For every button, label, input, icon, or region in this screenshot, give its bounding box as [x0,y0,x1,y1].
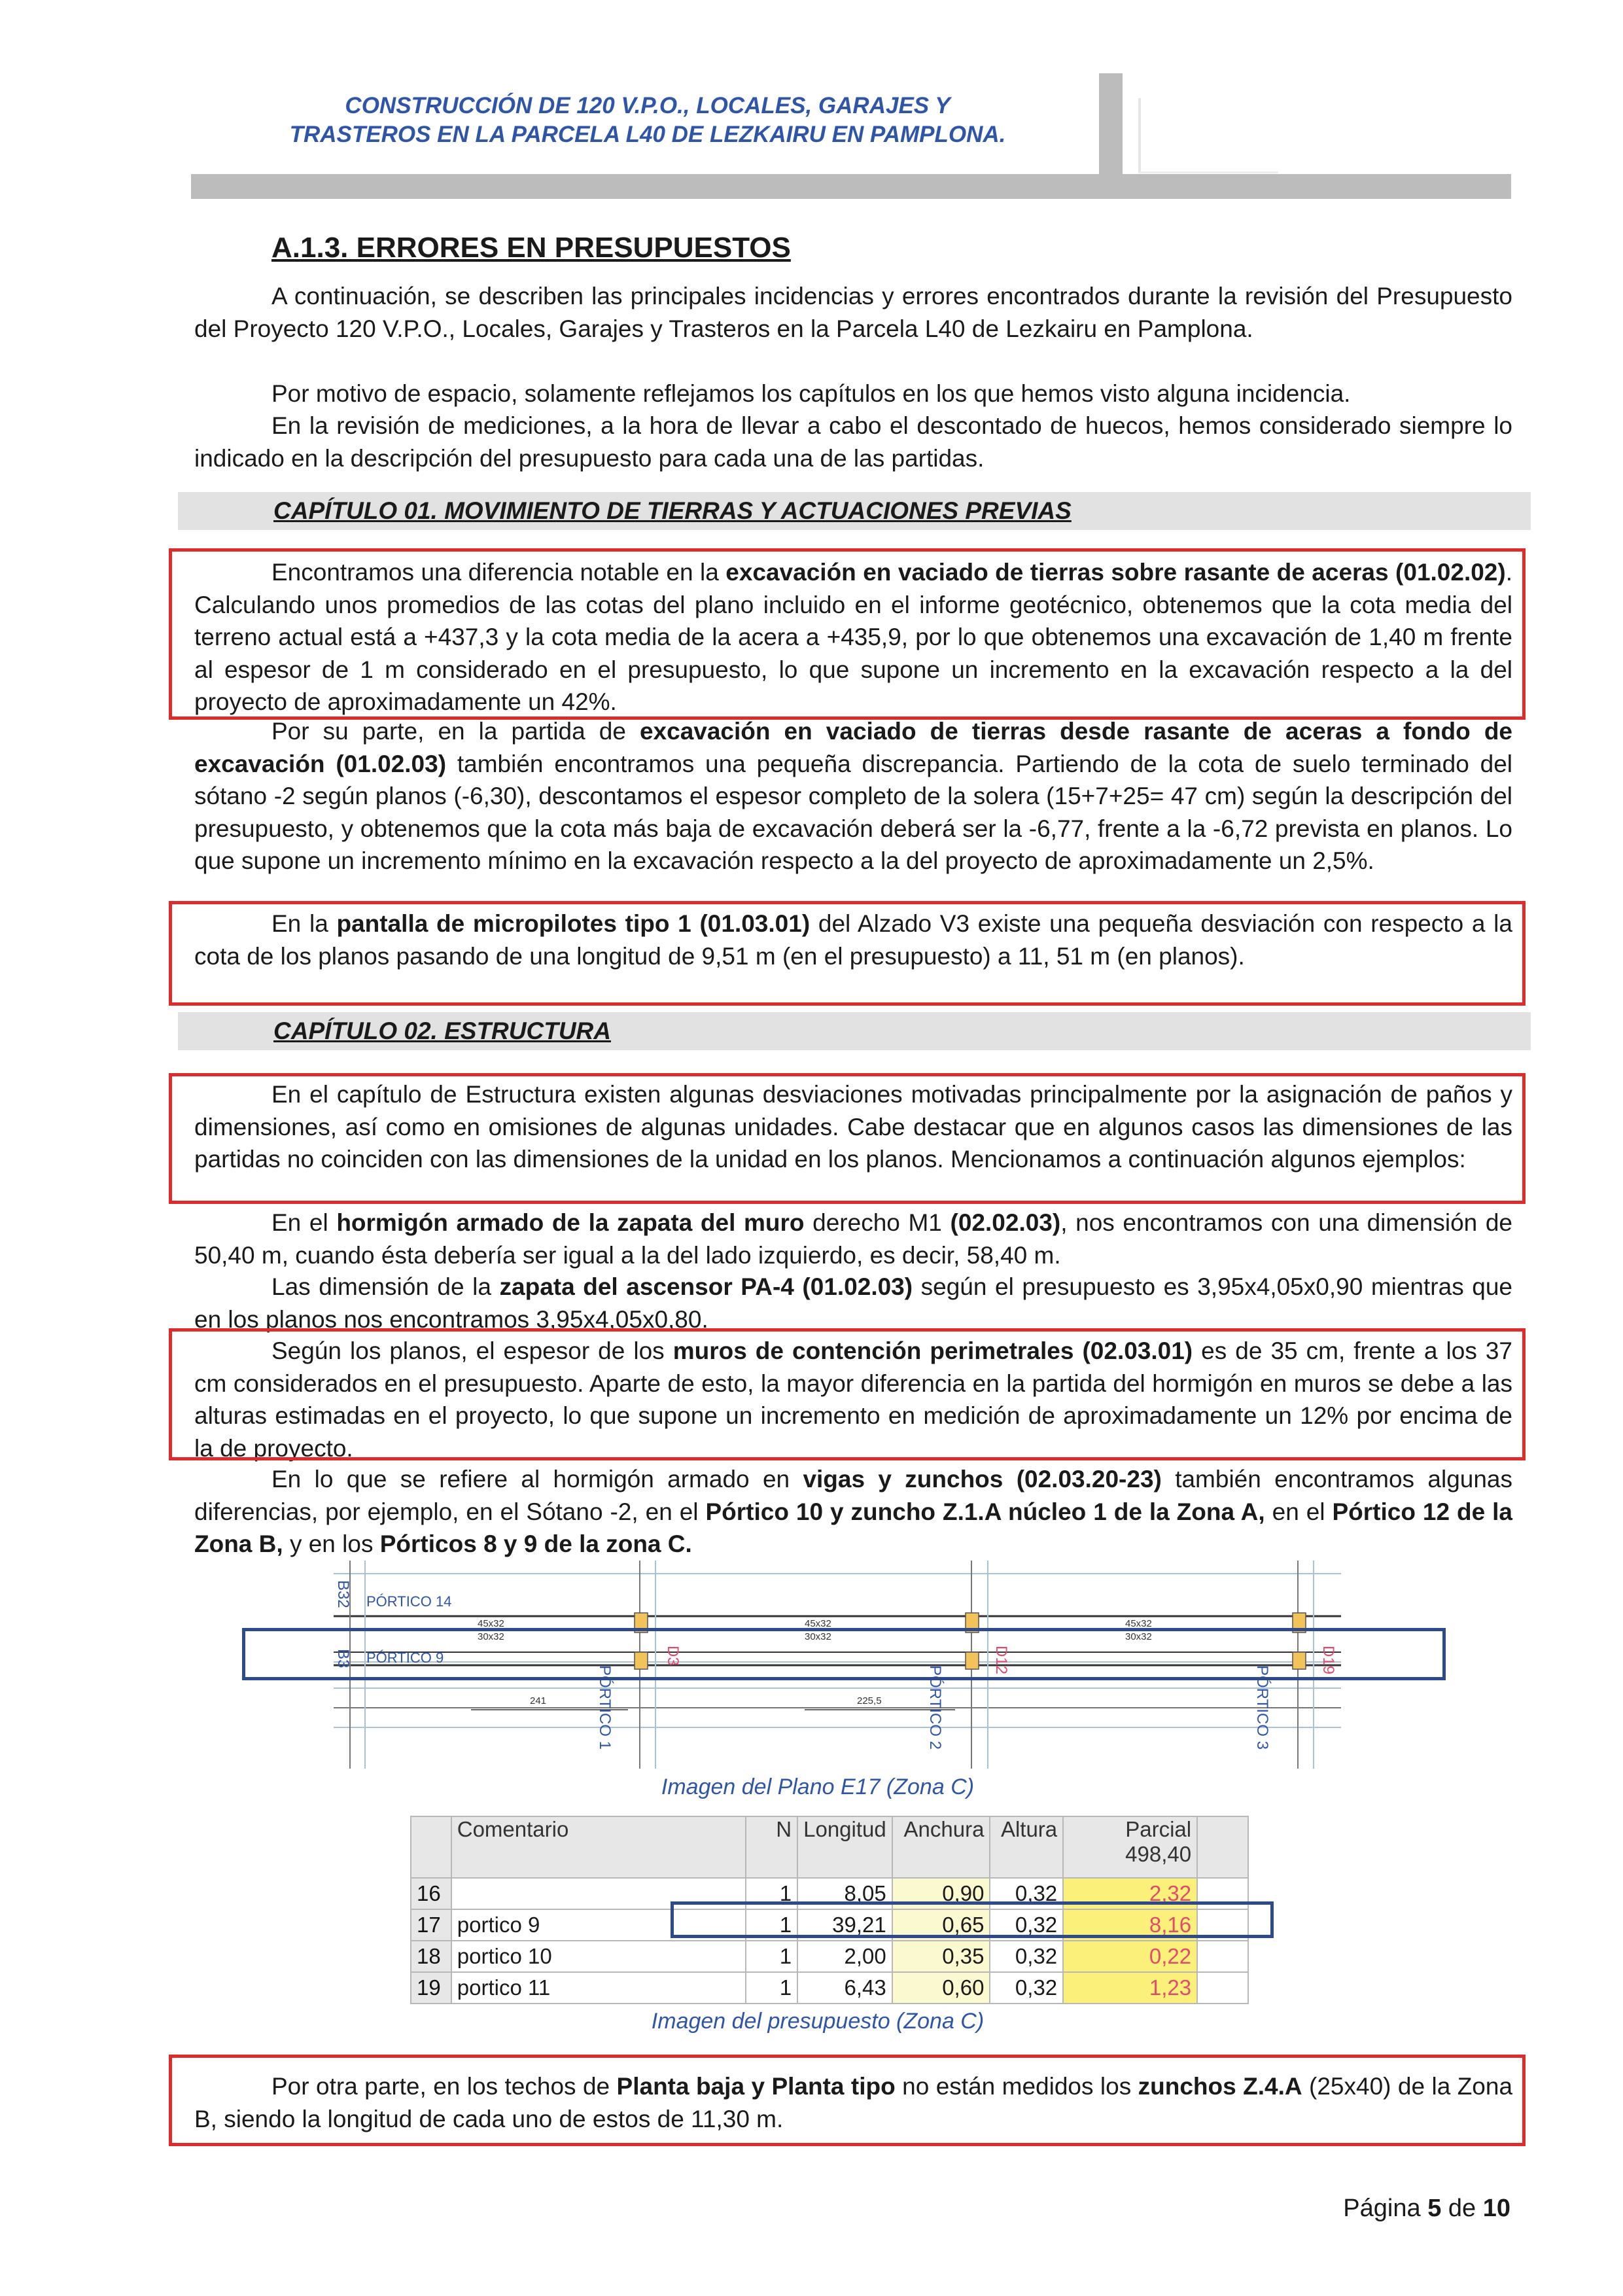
header-rule [191,174,1511,199]
header-line-1: CONSTRUCCIÓN DE 120 V.P.O., LOCALES, GARAJES Y [345,93,951,118]
plan-label-portico-14: PÓRTICO 14 [366,1593,452,1610]
plan-label-portico-3: PÓRTICO 3 [1253,1665,1271,1750]
col-longitud: Longitud [797,1816,892,1878]
section-title: A.1.3. ERRORES EN PRESUPUESTOS [271,232,791,264]
budget-caption: Imagen del presupuesto (Zona C) [651,2009,985,2034]
highlight-box-excavacion [169,548,1526,720]
budget-table-header [411,1816,1248,1878]
col-anchura: Anchura [892,1816,990,1878]
table-row: 16 1 8,05 0,90 0,32 2,32 [411,1878,1248,1909]
intro-paragraph-1: A continuación, se describen las principales incidencias y errores encontrados durante la revisión del Presupuesto del Proyecto 120 V.P.O., Locales, Garajes y Trasteros en la Parcela L40 de Lezkairu en Pamplona. [194,283,1512,342]
highlight-box-micropilotes [169,901,1526,1006]
cap02-paragraph-vigas-zunchos: En lo que se refiere al hormigón armado en vigas y zunchos (02.03.20-23) también encontramos algunas diferencias, por ejemplo, en el Sótano -2, en el Pórtico 10 y zuncho Z.1.A núcleo 1 de la Zona A, en el Pórtico 12 de la Zona B, y en los Pórticos 8 y 9 de la zona C. [194,1466,1512,1557]
cap01-paragraph-excavacion-fondo: Por su parte, en la partida de excavación en vaciado de tierras desde rasante de aceras a fondo de excavación (01.02.03) también encontramos una pequeña discrepancia. Partiendo de la cota de suelo terminado del sótano -2 según planos (-6,30), descontamos el espesor completo de la solera (15+7+25= 47 cm) según la descripción del presupuesto, y obtenemos que la cota más baja de excavación deberá ser la -6,77, frente a la -6,72 prevista en planos. Lo que supone un incremento mínimo en la excavación respecto a la del proyecto de aproximadamente un 2,5%. [194,718,1513,874]
header-vertical-divider [1099,73,1123,178]
cap02-paragraph-muros-contencion: Según los planos, el espesor de los muros de contención perimetrales (02.03.01) es de 35 cm, frente a los 37 cm considerados en el presupuesto. Aparte de esto, la mayor diferencia en la partida del hormigón en muros se debe a las alturas estimadas en el proyecto, lo que supone un incremento en medición de aproximadamente un 12% por encima de la de proyecto. [194,1337,1512,1462]
intro-paragraph-2: Por motivo de espacio, solamente reflejamos los capítulos en los que hemos visto alguna incidencia. [271,380,1351,407]
highlight-box-zunchos [169,2055,1526,2146]
cap02-paragraph-zapata-muro: En el hormigón armado de la zapata del muro derecho M1 (02.02.03), nos encontramos con una dimensión de 50,40 m, cuando ésta debería ser igual a la del lado izquierdo, es decir, 58,40 m. [194,1209,1513,1269]
table-row: 19 portico 11 1 6,43 0,60 0,32 1,23 [411,1972,1248,2004]
plan-label-b32: B32 [334,1580,352,1608]
document-header-title [196,92,1099,149]
plan-label-portico-9: PÓRTICO 9 [366,1650,444,1666]
header-logo-placeholder [1138,98,1278,173]
highlight-box-portico-9-row [671,1901,1274,1938]
header-line-2: TRASTEROS EN LA PARCELA L40 DE LEZKAIRU EN PAMPLONA. [289,122,1006,147]
plan-label-d3: D3 [664,1646,682,1666]
chapter-02-title: CAPÍTULO 02. ESTRUCTURA [273,1017,611,1044]
cap02-paragraph-zapata-ascensor: Las dimensión de la zapata del ascensor PA-4 (01.02.03) según el presupuesto es 3,95x4,05x0,90 mientras que en los planos nos encontramos 3,95x4,05x0,80. [194,1273,1512,1333]
table-row: 18 portico 10 1 2,00 0,35 0,32 0,22 [411,1941,1248,1972]
plan-dimension: 225,5 [857,1695,882,1706]
highlight-box-portico-9-plan [242,1628,1446,1680]
table-row: 17 portico 9 1 39,21 0,65 0,32 8,16 [411,1909,1248,1941]
plan-label-portico-2: PÓRTICO 2 [926,1665,944,1750]
col-altura: Altura [990,1816,1063,1878]
cap02-paragraph-intro: En el capítulo de Estructura existen algunas desviaciones motivadas principalmente por la asignación de paños y dimensiones, así como en omisiones de algunas unidades. Cabe destacar que en algunos casos las dimensiones de las partidas no coinciden con las dimensiones de la unidad en los planos. Mencionamos a continuación algunos ejemplos: [194,1081,1512,1173]
cap01-paragraph-excavacion-aceras: Encontramos una diferencia notable en la excavación en vaciado de tierras sobre rasante de aceras (01.02.02). Calculando unos promedios de las cotas del plano incluido en el informe geotécnico, obtenemos que la cota media del terreno actual está a +437,3 y la cota media de la acera a +435,9, por lo que obtenemos una excavación de 1,40 m frente al espesor de 1 m considerado en el presupuesto, lo que supone un incremento en la excavación respecto a la del proyecto de aproximadamente un 42%. [194,559,1512,715]
col-comentario: Comentario [451,1816,746,1878]
budget-table-image [410,1816,1249,2000]
intro-paragraph-3: En la revisión de mediciones, a la hora de llevar a cabo el descontado de huecos, hemos considerado siempre lo indicado en la descripción del presupuesto para cada una de las partidas. [194,412,1512,472]
col-parcial: Parcial 498,40 [1063,1816,1197,1878]
plan-label-b3: B3 [334,1649,352,1669]
col-n: N [746,1816,797,1878]
plan-size-label: 45x32 [1125,1618,1152,1629]
plan-caption: Imagen del Plano E17 (Zona C) [661,1775,975,1799]
plan-dimension: 241 [530,1695,547,1706]
plan-label-portico-1: PÓRTICO 1 [596,1665,614,1750]
highlight-box-muros [169,1328,1526,1460]
highlight-box-estructura [169,1073,1526,1204]
plan-size-label: 45x32 [805,1618,831,1629]
page-number: Página 5 de 10 [1343,2195,1510,2222]
plan-size-label: 30x32 [805,1631,831,1642]
plan-size-label: 30x32 [478,1631,504,1642]
cap01-paragraph-micropilotes: En la pantalla de micropilotes tipo 1 (01.03.01) del Alzado V3 existe una pequeña desviación con respecto a la cota de los planos pasando de una longitud de 9,51 m (en el presupuesto) a 11, 51 m (en planos). [194,910,1512,970]
plan-label-d19: D19 [1319,1646,1337,1675]
plan-size-label: 30x32 [1125,1631,1152,1642]
plan-label-d12: D12 [992,1646,1010,1675]
chapter-01-title: CAPÍTULO 01. MOVIMIENTO DE TIERRAS Y ACTUACIONES PREVIAS [273,497,1072,524]
plan-size-label: 45x32 [478,1618,504,1629]
cap02-paragraph-zunchos-z4a: Por otra parte, en los techos de Planta baja y Planta tipo no están medidos los zunchos Z.4.A (25x40) de la Zona B, siendo la longitud de cada uno de estos de 11,30 m. [194,2073,1513,2132]
